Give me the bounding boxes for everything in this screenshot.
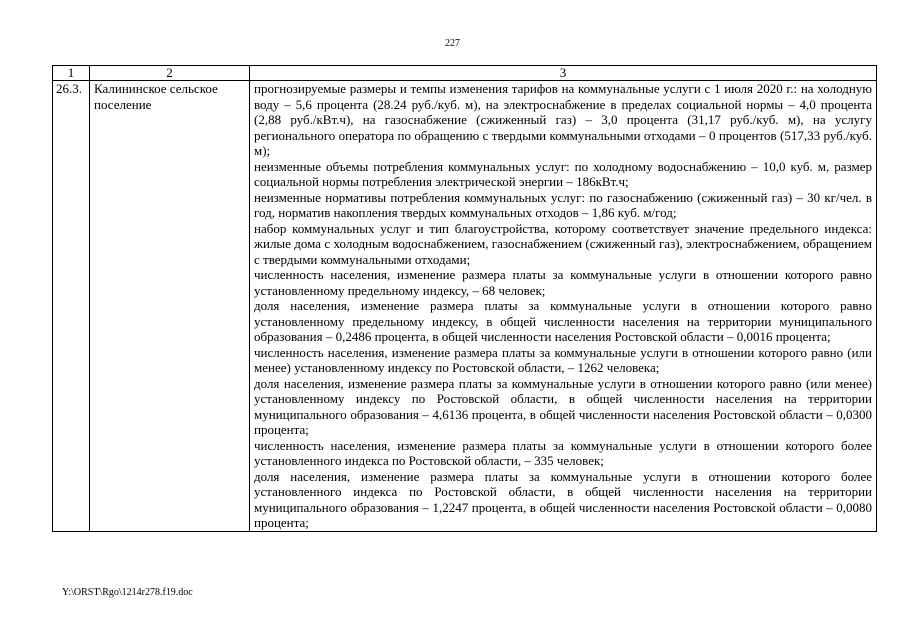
file-path-footer: Y:\ORST\Rgo\1214r278.f19.doc bbox=[62, 587, 193, 598]
table-header-row bbox=[53, 66, 877, 81]
paragraph-population-equal: численность населения, изменение размера платы за коммунальные услуги в отношении которого равно установленному предельному индексу, – 68 человек; bbox=[254, 267, 872, 298]
paragraph-service-set: набор коммунальных услуг и тип благоустройства, которому соответствует значение предельного индекса: жилые дома с холодным водоснабжением, газоснабжением (сжиженный газ), электроснабжением, обращением с твердыми коммунальными отходами; bbox=[254, 220, 872, 267]
column-header-1: 1 bbox=[53, 66, 90, 81]
paragraph-share-less: доля населения, изменение размера платы за коммунальные услуги в отношении которого равно (или менее) установленному индексу по Ростовской области, в общей численности населения на территории муниципального образования – 4,6136 процента, в общей численности населения Ростовской области – 0,0300 процента; bbox=[254, 375, 872, 437]
data-table bbox=[52, 65, 877, 532]
paragraph-consumption-norms: неизменные нормативы потребления коммунальных услуг: по газоснабжению (сжиженный газ) – 30 кг/чел. в год, норматив накопления твердых коммунальных отходов – 1,86 куб. м/год; bbox=[254, 189, 872, 220]
column-header-3: 3 bbox=[250, 66, 877, 81]
paragraph-share-equal: доля населения, изменение размера платы за коммунальные услуги в отношении которого равно установленному предельному индексу, в общей численности населения на территории муниципального образования – 0,2486 процента, в общей численности населения Ростовской области – 0,0016 процента; bbox=[254, 298, 872, 344]
settlement-name: Калининское сельское поселение bbox=[90, 81, 250, 532]
paragraph-share-more: доля населения, изменение размера платы за коммунальные услуги в отношении которого более установленного индекса по Ростовской области, в общей численности населения на территории муниципального образования – 1,2247 процента, в общей численности населения Ростовской области – 0,0080 процента; bbox=[254, 468, 872, 530]
paragraph-population-more: численность населения, изменение размера платы за коммунальные услуги в отношении которого более установленного индекса по Ростовской области, – 335 человек; bbox=[254, 437, 872, 468]
table-row bbox=[53, 81, 877, 532]
paragraph-tariffs: прогнозируемые размеры и темпы изменения тарифов на коммунальные услуги с 1 июля 2020 г.: на холодную воду – 5,6 процента (28.24 руб./куб. м), на электроснабжение в пределах социальной нормы – 4,0 процента (2,88 руб./кВт.ч), на газоснабжение (сжиженный газ) – 3,0 процента (31,17 руб./куб. м), на услугу регионального оператора по обращению с твердыми коммунальными отходами – 0 процентов (517,33 руб./куб. м); bbox=[254, 81, 872, 158]
page-number: 227 bbox=[445, 38, 460, 49]
paragraph-population-less: численность населения, изменение размера платы за коммунальные услуги в отношении которого равно (или менее) установленному индексу по Ростовской области, – 1262 человека; bbox=[254, 344, 872, 375]
paragraph-consumption-volumes: неизменные объемы потребления коммунальных услуг: по холодному водоснабжению – 10,0 куб. м, размер социальной нормы потребления электрической энергии – 186кВт.ч; bbox=[254, 158, 872, 189]
row-number: 26.3. bbox=[53, 81, 90, 532]
indicators-cell bbox=[250, 81, 877, 532]
column-header-2: 2 bbox=[90, 66, 250, 81]
